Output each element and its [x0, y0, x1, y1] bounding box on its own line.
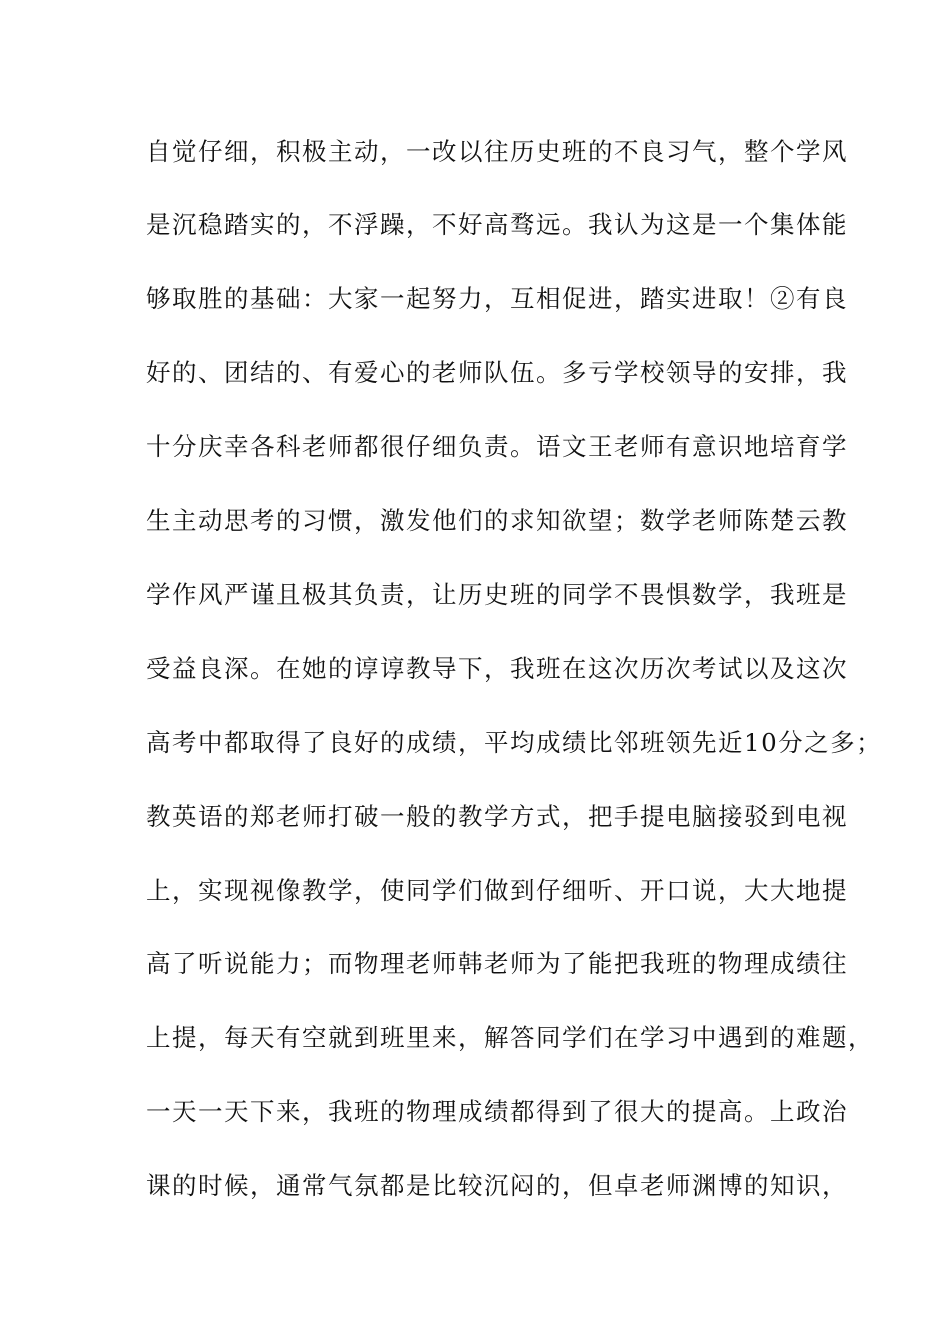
paragraph-line: 好的、团结的、有爱心的老师队伍。多亏学校领导的安排，我	[146, 358, 848, 387]
paragraph-line: 是沉稳踏实的，不浮躁，不好高骛远。我认为这是一个集体能	[146, 210, 848, 239]
paragraph-line: 教英语的郑老师打破一般的教学方式，把手提电脑接驳到电视	[146, 802, 848, 831]
paragraph-line: 课的时候，通常气氛都是比较沉闷的，但卓老师渊博的知识，	[146, 1171, 848, 1200]
paragraph-line: 学作风严谨且极其负责，让历史班的同学不畏惧数学，我班是	[146, 580, 848, 609]
paragraph-line: 高考中都取得了良好的成绩，平均成绩比邻班领先近10分之多；	[146, 728, 883, 757]
paragraph-line: 生主动思考的习惯，激发他们的求知欲望；数学老师陈楚云教	[146, 506, 848, 535]
paragraph-line: 自觉仔细，积极主动，一改以往历史班的不良习气，整个学风	[146, 137, 848, 166]
paragraph-line: 上，实现视像教学，使同学们做到仔细听、开口说，大大地提	[146, 876, 848, 905]
paragraph-line: 高了听说能力；而物理老师韩老师为了能把我班的物理成绩往	[146, 949, 848, 978]
paragraph-line: 受益良深。在她的谆谆教导下，我班在这次历次考试以及这次	[146, 654, 848, 683]
paragraph-line: 十分庆幸各科老师都很仔细负责。语文王老师有意识地培育学	[146, 432, 848, 461]
paragraph-line: 一天一天下来，我班的物理成绩都得到了很大的提高。上政治	[146, 1097, 848, 1126]
paragraph-line: 够取胜的基础：大家一起努力，互相促进，踏实进取！②有良	[146, 284, 848, 313]
paragraph-line: 上提，每天有空就到班里来，解答同学们在学习中遇到的难题，	[146, 1023, 874, 1052]
